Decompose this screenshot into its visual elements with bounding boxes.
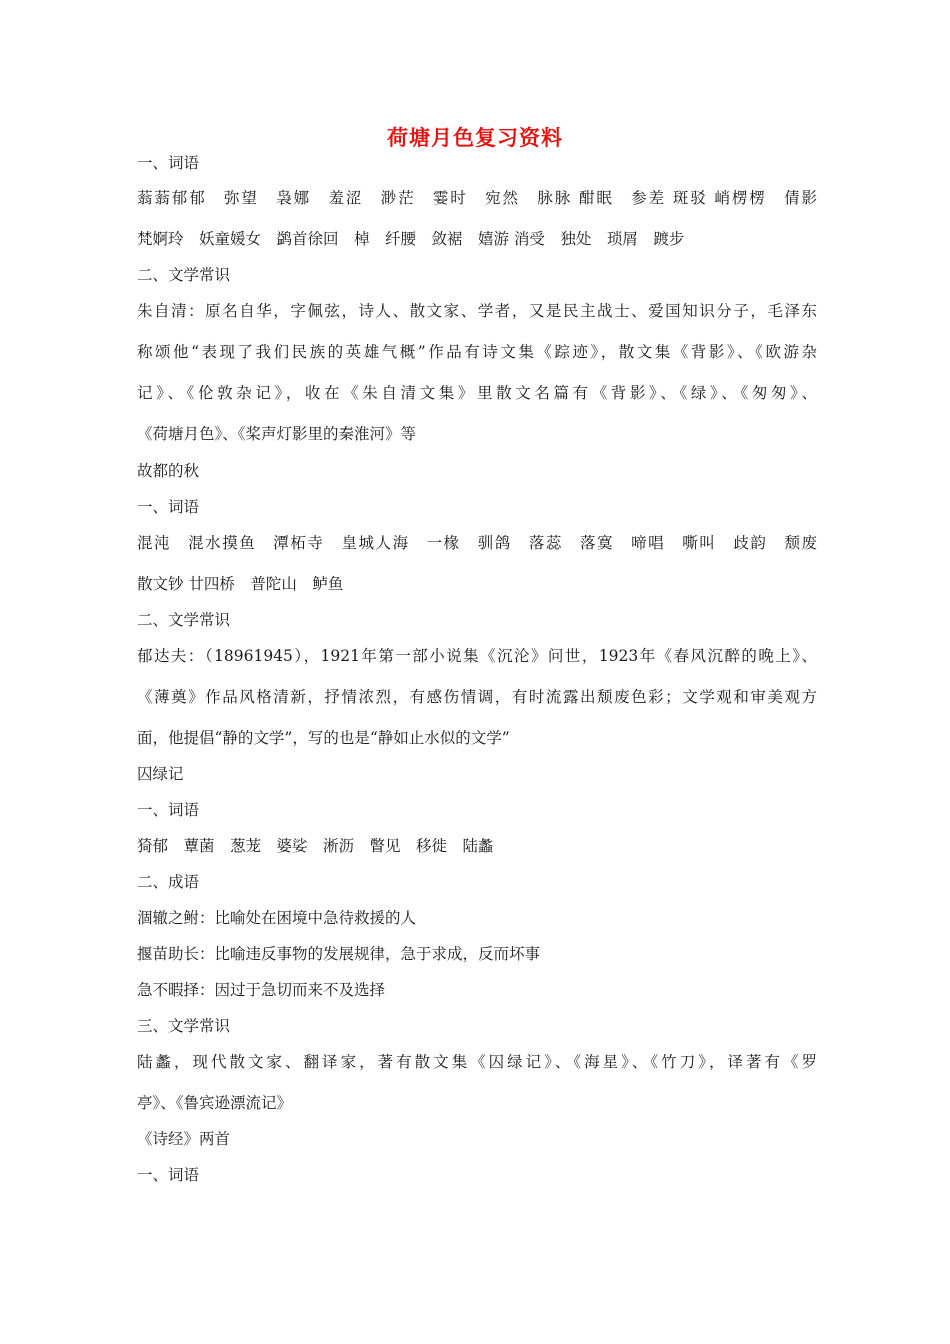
paragraph-line: 郁达夫：（18961945），1921年第一部小说集《沉沦》问世，1923年《春风沉醉的晚上》、 [137,647,817,665]
lesson-heading: 故都的秋 [137,462,200,480]
paragraph-line: 面，他提倡“静的文学”，写的也是“静如止水似的文学” [137,729,510,747]
paragraph-line: 亭》、《鲁宾逊漂流记》 [137,1094,293,1112]
paragraph-line: 《荷塘月色》、《桨声灯影里的秦淮河》等 [137,425,417,443]
section-heading-literary-knowledge: 二、文学常识 [137,611,231,629]
vocabulary-line: 猗郁 蕈菌 葱茏 婆娑 淅沥 瞥见 移徙 陆蠡 [137,837,494,855]
section-heading-vocabulary: 一、词语 [137,498,200,516]
section-heading-idioms: 二、成语 [137,873,200,891]
section-heading-literary-knowledge: 二、文学常识 [137,266,231,284]
section-heading-vocabulary: 一、词语 [137,154,200,172]
lesson-heading: 囚绿记 [137,765,184,783]
idiom-entry: 涸辙之鲋：比喻处在困境中急待救援的人 [137,909,417,927]
paragraph-line: 朱自清：原名自华，字佩弦，诗人、散文家、学者，又是民主战士、爱国知识分子，毛泽东 [137,302,817,320]
section-heading-vocabulary: 一、词语 [137,1166,200,1184]
vocabulary-line: 混沌 混水摸鱼 潭柘寺 皇城人海 一椽 驯鸽 落蕊 落寞 啼唱 嘶叫 歧韵 颓废 [137,534,817,552]
vocabulary-line: 散文钞 廿四桥 普陀山 鲈鱼 [137,575,344,593]
section-heading-vocabulary: 一、词语 [137,801,200,819]
paragraph-line: 记》、《伦敦杂记》，收在《朱自清文集》里散文名篇有《背影》、《绿》、《匆匆》、 [137,384,817,402]
idiom-entry: 揠苗助长：比喻违反事物的发展规律，急于求成，反而坏事 [137,945,541,963]
section-heading-literary-knowledge: 三、文学常识 [137,1017,231,1035]
vocabulary-line: 蓊蓊郁郁 弥望 袅娜 羞涩 渺茫 霎时 宛然 脉脉 酣眠 参差 斑驳 峭楞楞 倩影 [137,189,817,207]
document-title: 荷塘月色复习资料 [387,125,563,150]
paragraph-line: 《薄奠》作品风格清新，抒情浓烈，有感伤情调，有时流露出颓废色彩；文学观和审美观方 [137,688,817,706]
vocabulary-line: 梵婀玲 妖童媛女 鹢首徐回 棹 纤腰 敛裾 嬉游 消受 独处 琐屑 踱步 [137,230,685,248]
paragraph-line: 称颂他“表现了我们民族的英雄气概”作品有诗文集《踪迹》，散文集《背影》、《欧游杂 [137,343,817,361]
paragraph-line: 陆蠡，现代散文家、翻译家，著有散文集《囚绿记》、《海星》、《竹刀》，译著有《罗 [137,1053,817,1071]
lesson-heading: 《诗经》两首 [137,1130,231,1148]
idiom-entry: 急不暇择：因过于急切而来不及选择 [137,981,386,999]
